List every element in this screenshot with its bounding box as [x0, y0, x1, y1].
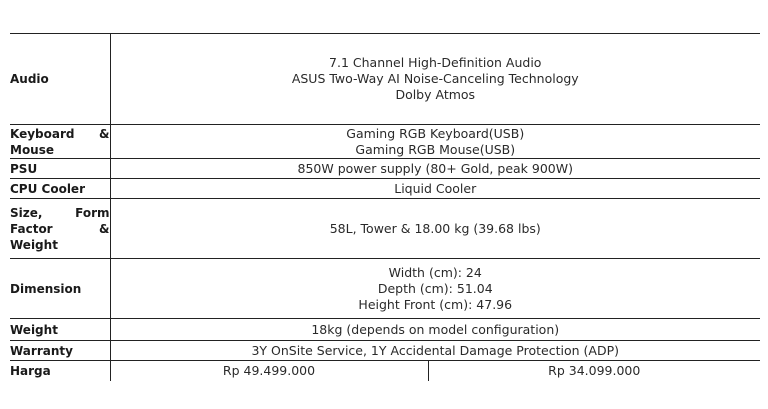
row-label-dimension: Dimension	[10, 259, 110, 319]
row-label-size	[10, 199, 110, 259]
table-row-weight	[10, 319, 760, 341]
row-value-dimension	[110, 259, 760, 319]
row-label-warranty: Warranty	[10, 341, 110, 361]
audio-line-1: 7.1 Channel High-Definition Audio	[329, 55, 542, 70]
row-value-audio	[110, 34, 760, 125]
table-row-psu	[10, 159, 760, 179]
row-value-weight: 18kg (depends on model configuration)	[311, 321, 560, 337]
price-cell-1: Rp 49.499.000	[110, 361, 428, 381]
row-label-harga: Harga	[10, 361, 110, 381]
mouse-line: Gaming RGB Mouse(USB)	[355, 141, 516, 157]
table-row-keyboard-mouse	[10, 125, 760, 159]
keyboard-line: Gaming RGB Keyboard(USB)	[346, 125, 525, 141]
table-row-cpu-cooler	[10, 179, 760, 199]
row-value-warranty: 3Y OnSite Service, 1Y Accidental Damage Protection (ADP)	[251, 342, 619, 358]
size-label-line-1: Size, Form	[10, 205, 110, 220]
table-row-size	[10, 199, 760, 259]
audio-line-2: ASUS Two-Way AI Noise-Canceling Technology	[291, 71, 579, 86]
size-label-line-2: Factor &	[10, 221, 110, 236]
row-label-weight: Weight	[10, 319, 110, 341]
table-row-audio	[10, 34, 760, 125]
audio-line-3: Dolby Atmos	[395, 87, 476, 102]
size-label-line-3: Weight	[10, 237, 58, 252]
dimension-height: Height Front (cm): 47.96	[358, 296, 513, 312]
keyboard-mouse-label-line-1: Keyboard &	[10, 126, 110, 141]
row-value-size: 58L, Tower & 18.00 kg (39.68 lbs)	[329, 220, 541, 236]
row-value-psu: 850W power supply (80+ Gold, peak 900W)	[297, 160, 573, 176]
table-row-harga	[10, 361, 760, 381]
row-label-cpu-cooler: CPU Cooler	[10, 179, 110, 199]
spec-table	[10, 33, 760, 381]
table-row-dimension	[10, 259, 760, 319]
keyboard-mouse-label-line-2: Mouse	[10, 142, 55, 157]
dimension-depth: Depth (cm): 51.04	[377, 280, 493, 296]
spec-table-container	[10, 33, 760, 381]
row-label-keyboard-mouse	[10, 125, 110, 159]
price-cell-2: Rp 34.099.000	[548, 362, 641, 378]
row-value-cpu-cooler: Liquid Cooler	[394, 180, 477, 196]
dimension-width: Width (cm): 24	[388, 264, 482, 280]
row-value-keyboard-mouse	[110, 125, 760, 159]
table-row-warranty	[10, 341, 760, 361]
row-label-audio: Audio	[10, 34, 110, 125]
row-label-psu: PSU	[10, 159, 110, 179]
